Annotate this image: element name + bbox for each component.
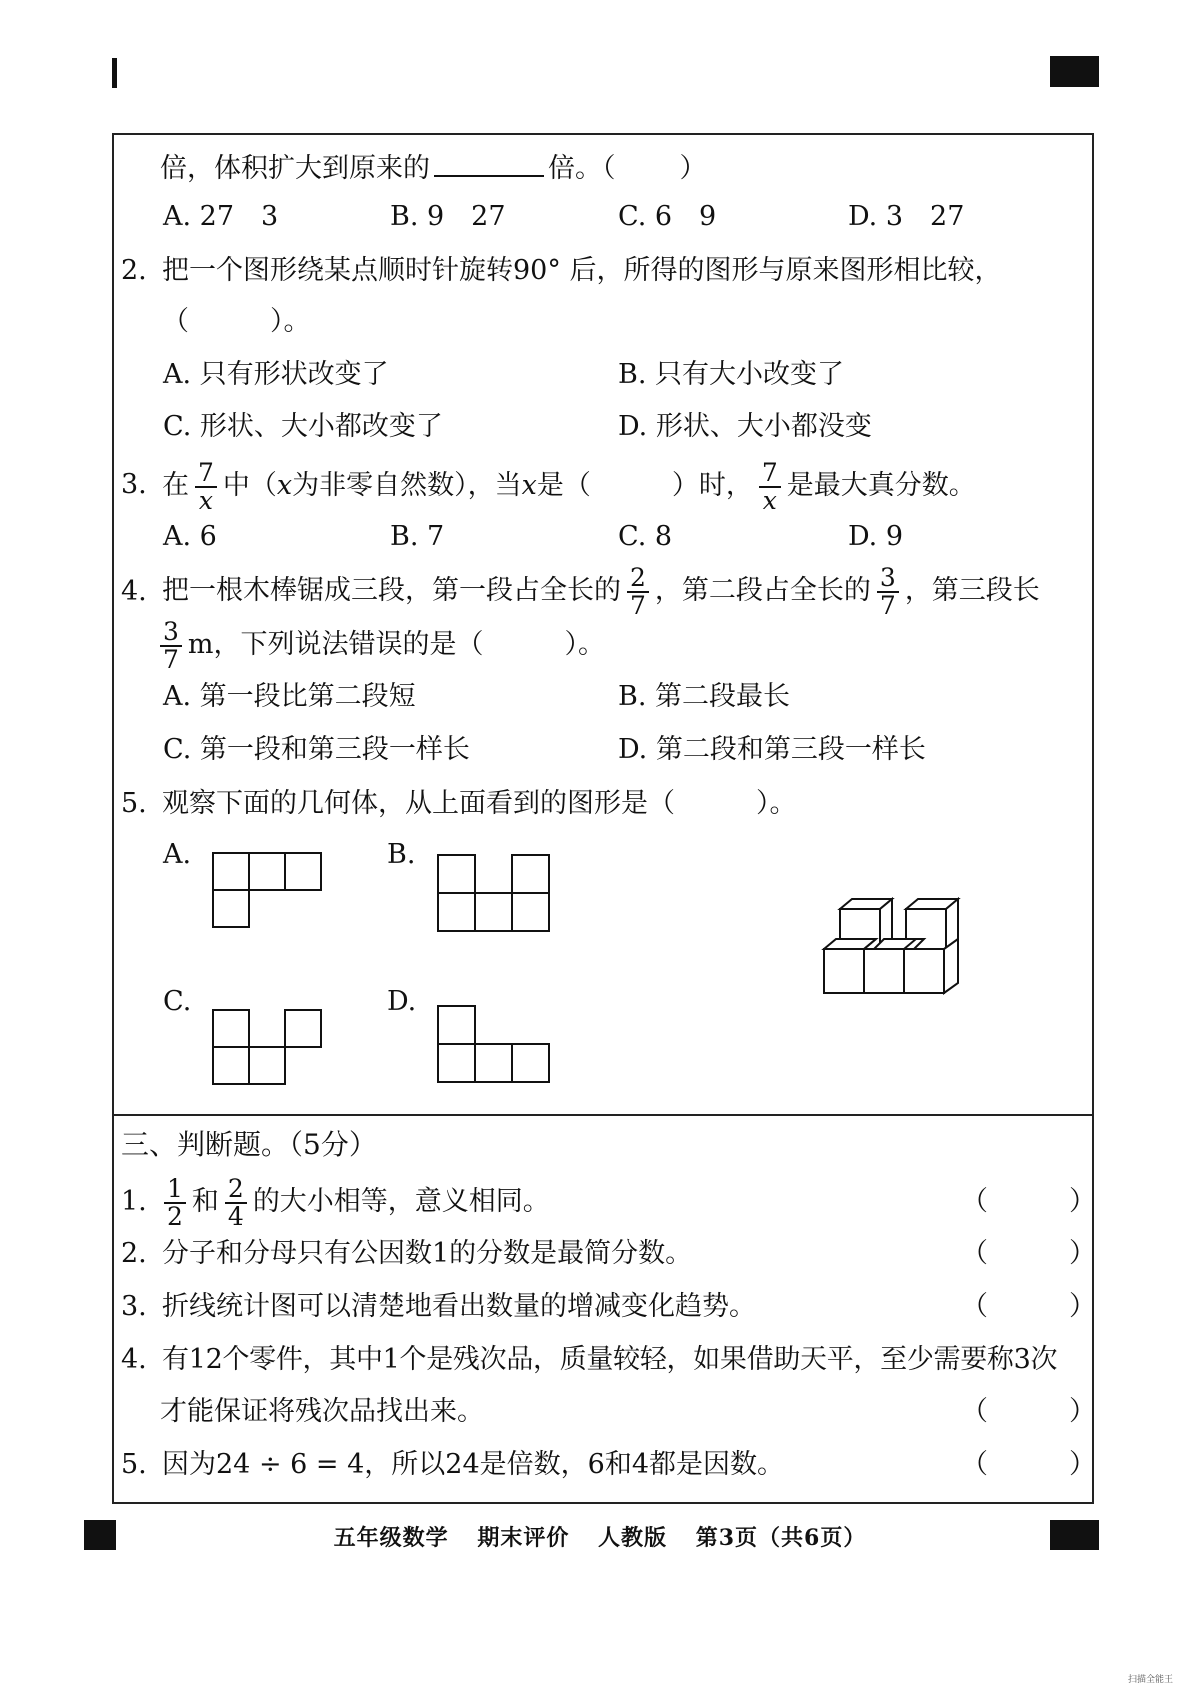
judge-3-text: 折线统计图可以清楚地看出数量的增减变化趋势。 (162, 1291, 756, 1322)
fraction-3-7-length: $\frac{3}{7}$ (160, 619, 182, 673)
judge-4-text: 有12个零件，其中1个是残次品，质量较轻，如果借助天平，至少需要称3次 (162, 1344, 1058, 1375)
q3-option-b[interactable]: B. 7 (390, 521, 445, 552)
q4-option-d[interactable]: D. 第二段和第三段一样长 (618, 734, 926, 765)
judge-1-number: 1. (121, 1186, 147, 1217)
q2-paren[interactable]: （ ）。 (162, 306, 311, 337)
judge-4-number: 4. (121, 1344, 147, 1375)
scanner-watermark: 扫描全能王 (1128, 1675, 1174, 1685)
footer-page: 第3页（共6页） (695, 1525, 867, 1551)
option-c-top-view[interactable] (213, 1010, 325, 1090)
judge-4-answer-paren[interactable]: （ ） (961, 1396, 1096, 1427)
answer-blank[interactable] (434, 149, 544, 177)
q3-number: 3. (121, 469, 147, 500)
q4-number: 4. (121, 576, 147, 607)
q2-option-c[interactable]: C. 形状、大小都改变了 (163, 411, 443, 442)
q2-number: 2. (121, 255, 147, 286)
q3-option-a[interactable]: A. 6 (163, 521, 217, 552)
q4-option-a[interactable]: A. 第一段比第二段短 (163, 681, 416, 712)
section-divider (112, 1114, 1094, 1116)
q1-option-c[interactable]: C. 6 9 (618, 201, 717, 232)
judge-1-answer-paren[interactable]: （ ） (961, 1186, 1096, 1217)
judge-5-text: 因为24 ÷ 6 = 4，所以24是倍数，6和4都是因数。 (162, 1449, 785, 1480)
judge-5-number: 5. (121, 1449, 147, 1480)
q5-stem: 观察下面的几何体，从上面看到的图形是（ ）。 (162, 788, 797, 819)
judge-3-number: 3. (121, 1291, 147, 1322)
fraction-7-over-x-2: $\frac{7}{x}$ (759, 460, 781, 514)
registration-mark-top-left (112, 58, 117, 88)
q1-option-a[interactable]: A. 27 3 (163, 201, 279, 232)
option-b-top-view[interactable] (438, 855, 552, 935)
q2-option-d[interactable]: D. 形状、大小都没变 (618, 411, 872, 442)
q1-continuation: 倍，体积扩大到原来的 倍。（ ） (160, 149, 707, 186)
judge-2-answer-paren[interactable]: （ ） (961, 1238, 1096, 1269)
q4-option-b[interactable]: B. 第二段最长 (618, 681, 791, 712)
q4-line2: $\frac{3}{7}$ m，下列说法错误的是（ ）。 (160, 615, 605, 675)
q3-option-c[interactable]: C. 8 (618, 521, 673, 552)
q3-option-d[interactable]: D. 9 (848, 521, 904, 552)
judge-5-answer-paren[interactable]: （ ） (961, 1449, 1096, 1480)
judge-3-answer-paren[interactable]: （ ） (961, 1291, 1096, 1322)
q2-option-a[interactable]: A. 只有形状改变了 (163, 359, 389, 390)
fraction-3-7: $\frac{3}{7}$ (877, 565, 899, 619)
fraction-2-7: $\frac{2}{7}$ (627, 565, 649, 619)
registration-mark-top-right (1050, 56, 1099, 87)
section-3-title: 三、判断题。（5分） (121, 1128, 377, 1161)
q3-stem: 在 $\frac{7}{x}$ 中（x为非零自然数），当x是（ ）时， $\frac{7}{x}$ 是最大真分数。 (162, 457, 976, 515)
cube-solid-figure (820, 895, 980, 1005)
q5-label-b[interactable]: B. (387, 839, 416, 870)
fraction-7-over-x: $\frac{7}{x}$ (195, 460, 217, 514)
footer-exam: 期末评价 (477, 1525, 570, 1551)
q5-label-a[interactable]: A. (163, 839, 192, 870)
judge-4-text-line2: 才能保证将残次品找出来。 (160, 1396, 484, 1427)
fraction-1-2: $\frac{1}{2}$ (164, 1176, 186, 1230)
judge-2-number: 2. (121, 1238, 147, 1269)
q2-stem: 把一个图形绕某点顺时针旋转90° 后，所得的图形与原来图形相比较， (162, 255, 1002, 286)
fraction-2-4: $\frac{2}{4}$ (225, 1176, 247, 1230)
q5-number: 5. (121, 788, 147, 819)
q5-label-c[interactable]: C. (163, 986, 192, 1017)
q2-option-b[interactable]: B. 只有大小改变了 (618, 359, 845, 390)
option-d-top-view[interactable] (438, 1006, 552, 1086)
q5-label-d[interactable]: D. (387, 986, 417, 1017)
q1-option-b[interactable]: B. 9 27 (390, 201, 506, 232)
q4-stem: 把一根木棒锯成三段，第一段占全长的 $\frac{2}{7}$ ，第二段占全长的 $\frac{3}{7}$ ，第三段长 (162, 562, 1040, 620)
footer-edition: 人教版 (598, 1525, 668, 1551)
judge-1-text: $\frac{1}{2}$ 和 $\frac{2}{4}$ 的大小相等，意义相同。 (160, 1172, 550, 1232)
option-a-top-view[interactable] (213, 853, 325, 933)
q4-option-c[interactable]: C. 第一段和第三段一样长 (163, 734, 470, 765)
page-footer (0, 1521, 1200, 1552)
q1-option-d[interactable]: D. 3 27 (848, 201, 965, 232)
footer-subject: 五年级数学 (333, 1525, 449, 1551)
judge-2-text: 分子和分母只有公因数1的分数是最简分数。 (162, 1238, 693, 1269)
